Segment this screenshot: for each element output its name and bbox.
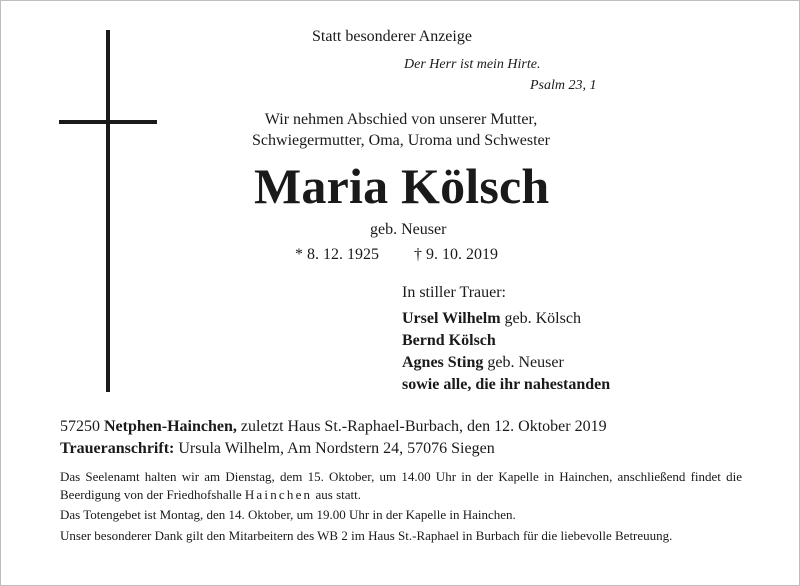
trauer-label: Traueranschrift: bbox=[60, 440, 175, 457]
intro-text bbox=[236, 109, 566, 151]
mourner-name: Ursel Wilhelm bbox=[402, 310, 501, 327]
postcode: 57250 bbox=[60, 418, 100, 435]
mourner-name: sowie alle, die ihr nahestanden bbox=[402, 376, 611, 393]
intro-line-1: Wir nehmen Abschied von unserer Mutter, bbox=[264, 111, 538, 128]
mourner-1 bbox=[402, 310, 581, 328]
maiden-name: geb. Neuser bbox=[370, 221, 447, 238]
bible-reference: Psalm 23, 1 bbox=[530, 78, 597, 93]
notice-paragraph-1 bbox=[60, 468, 742, 504]
birth-date: * 8. 12. 1925 bbox=[295, 246, 379, 263]
notice-paragraph-3: Unser besonderer Dank gilt den Mitarbeitern des WB 2 im Haus St.-Raphael in Burbach für die liebevolle Betreuung. bbox=[60, 528, 673, 543]
notice-paragraph-2: Das Totengebet ist Montag, den 14. Oktober, um 19.00 Uhr in der Kapelle in Hainchen. bbox=[60, 507, 516, 522]
cross-icon-bar bbox=[59, 120, 157, 124]
mourner-3 bbox=[402, 354, 564, 372]
mourner-suffix: geb. Neuser bbox=[483, 354, 564, 371]
mourners-intro: In stiller Trauer: bbox=[402, 284, 506, 301]
trauer-address bbox=[60, 440, 495, 458]
mourner-suffix: geb. Kölsch bbox=[500, 310, 581, 327]
notice-spaced-place: Hainchen bbox=[244, 487, 313, 502]
intro-line-2: Schwiegermutter, Oma, Uroma und Schwester bbox=[252, 132, 550, 149]
address-line bbox=[60, 418, 607, 436]
notice-text-end: aus statt. bbox=[312, 487, 362, 502]
mourner-4 bbox=[402, 376, 610, 394]
mourner-name: Bernd Kölsch bbox=[402, 332, 496, 349]
deceased-name: Maria Kölsch bbox=[254, 158, 550, 214]
address-rest: zuletzt Haus St.-Raphael-Burbach, den 12. Oktober 2019 bbox=[236, 418, 607, 435]
death-date: † 9. 10. 2019 bbox=[414, 246, 498, 263]
notice-text: Das Seelenamt halten wir am Dienstag, dem 15. Oktober, um 14.00 Uhr in der Kapelle in Hainchen, anschließend findet die Beerdigung von der Friedhofshalle bbox=[60, 469, 742, 502]
mourner-name: Agnes Sting bbox=[402, 354, 484, 371]
place: Netphen-Hainchen, bbox=[104, 418, 237, 435]
bible-quote: Der Herr ist mein Hirte. bbox=[404, 57, 541, 72]
mourner-2 bbox=[402, 332, 496, 350]
header-text: Statt besonderer Anzeige bbox=[312, 28, 472, 45]
trauer-value: Ursula Wilhelm, Am Nordstern 24, 57076 Siegen bbox=[174, 440, 495, 457]
cross-icon bbox=[106, 30, 110, 392]
